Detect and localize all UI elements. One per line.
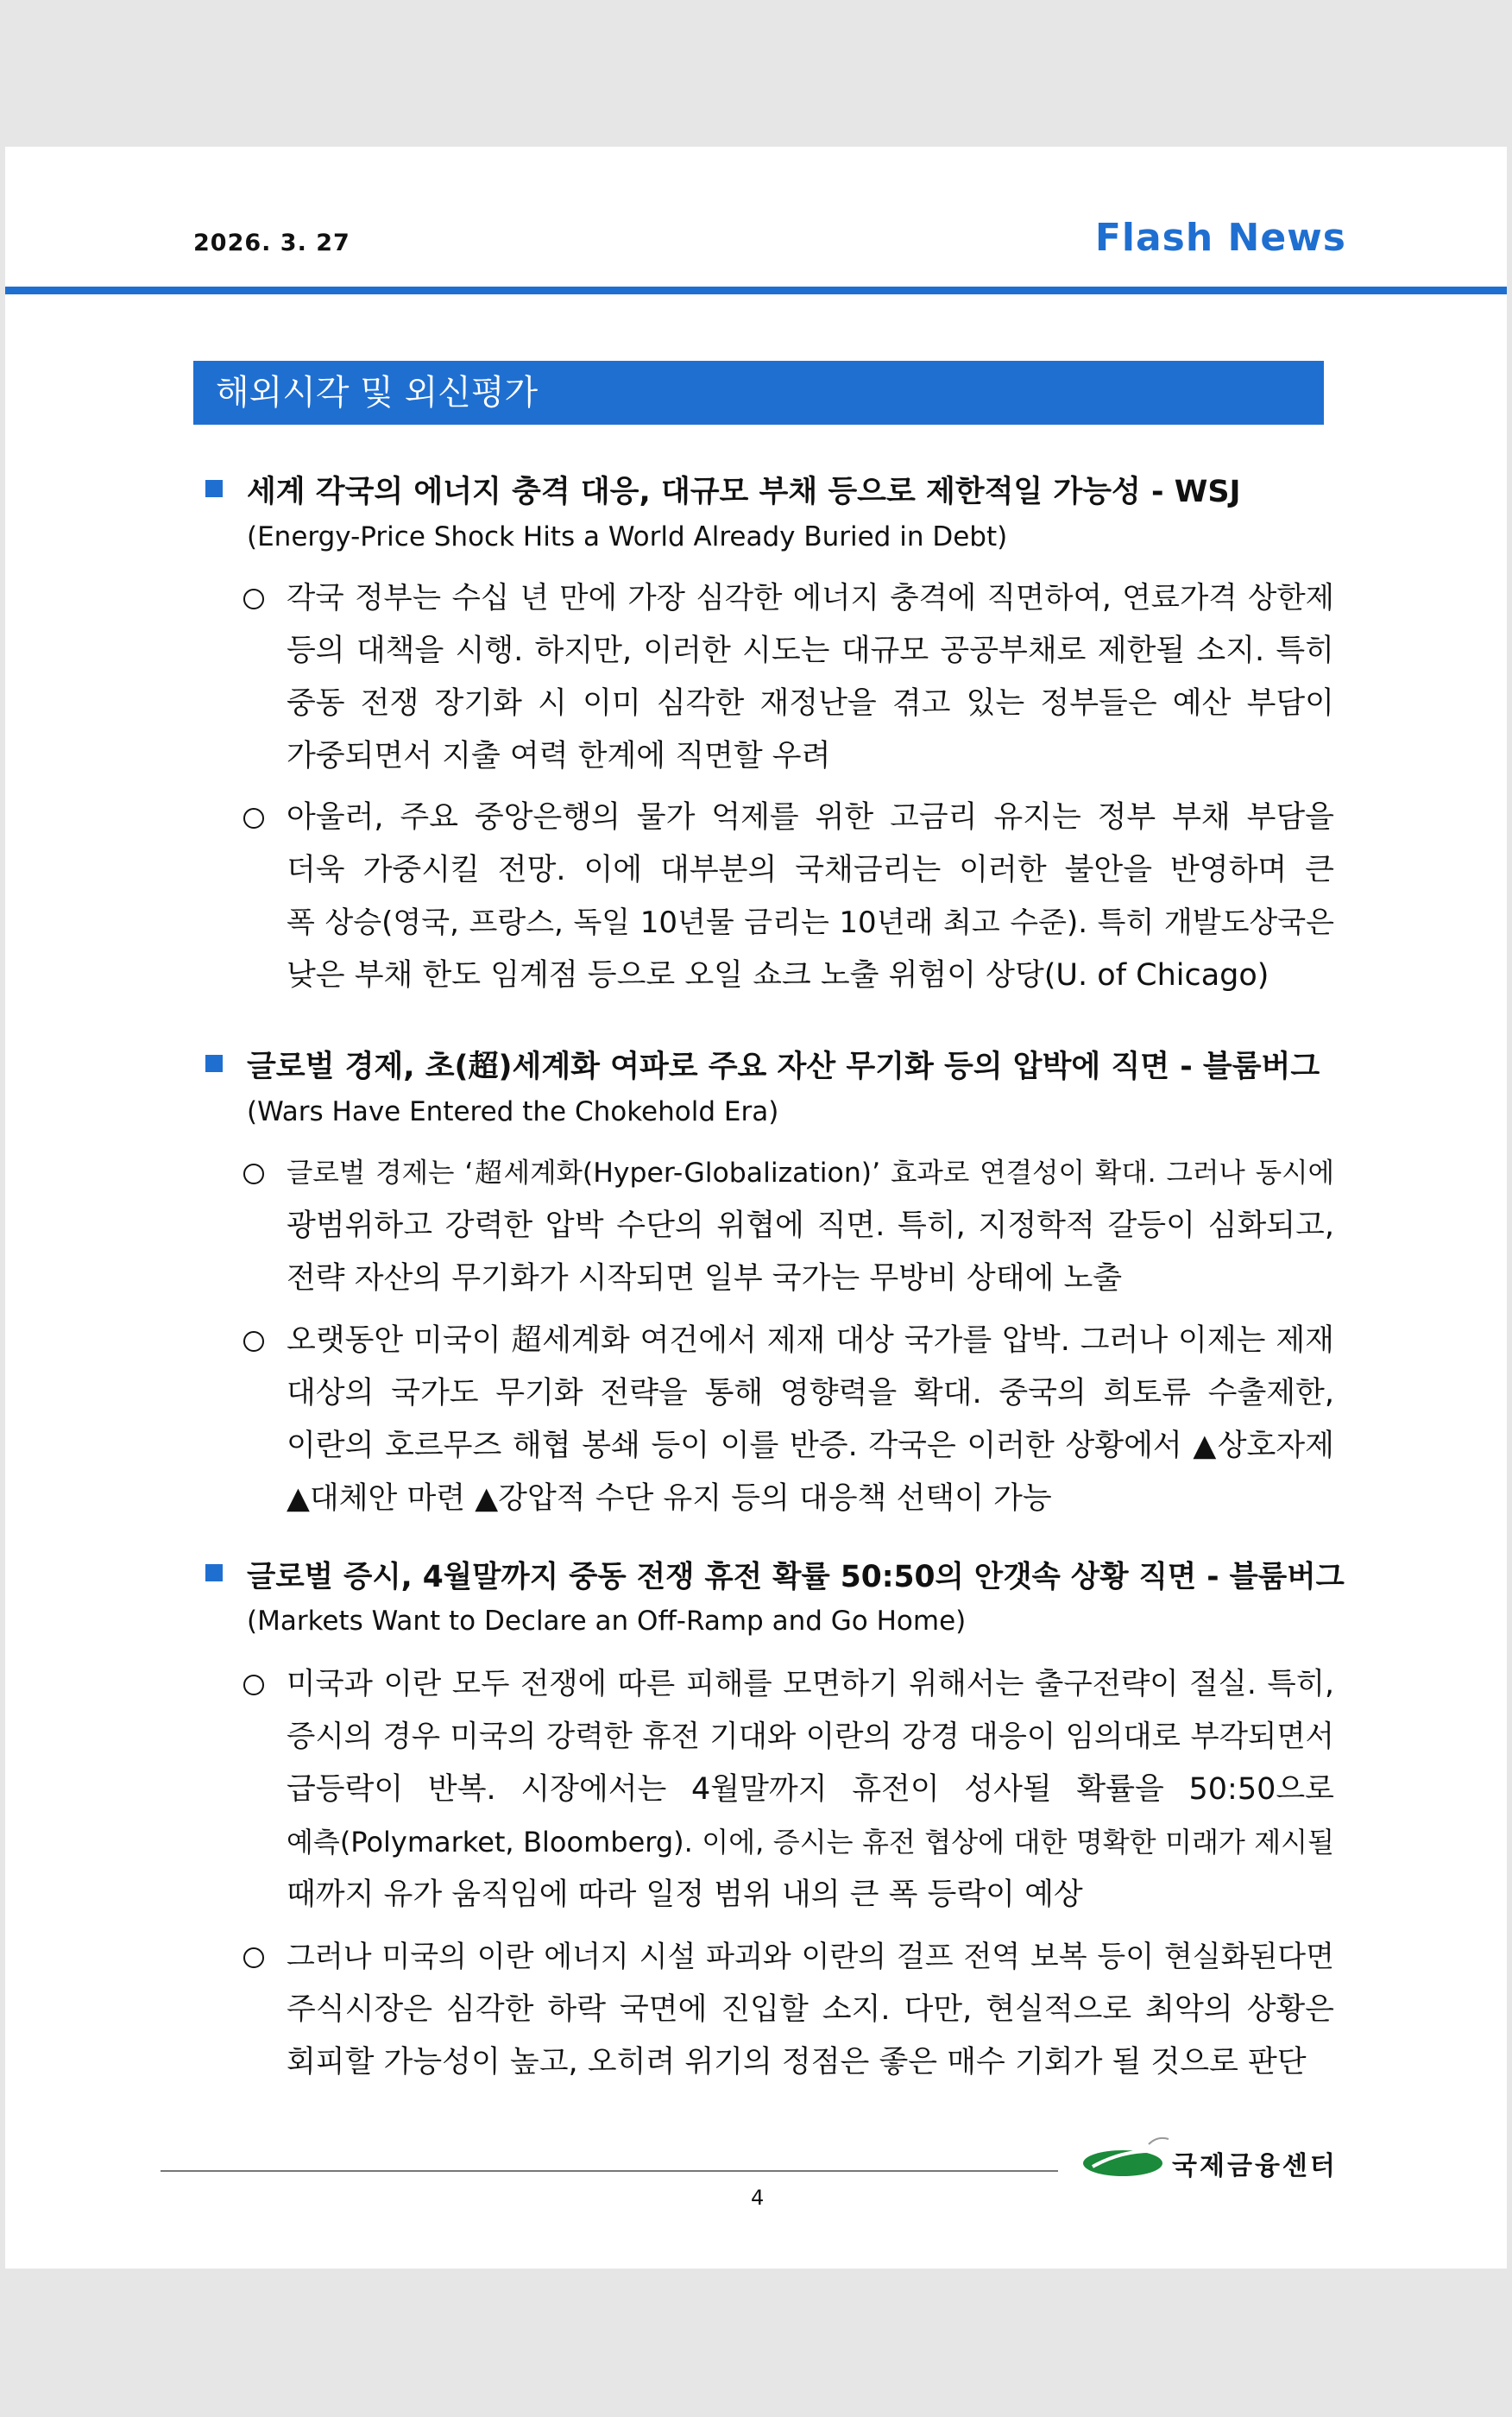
paragraph-line: 대상의 국가도 무기화 전략을 통해 영향력을 확대. 중국의 희토류 수출제한,: [287, 1376, 1334, 1410]
paragraph-line: 회피할 가능성이 높고, 오히려 위기의 정점은 좋은 매수 기회가 될 것으로 판단: [287, 2045, 1307, 2079]
topic-source-title: (Wars Have Entered the Chokehold Era): [247, 1096, 779, 1127]
circle-bullet-icon: [243, 1164, 264, 1184]
square-bullet-icon: [205, 480, 223, 497]
circle-bullet-icon: [243, 808, 264, 829]
paragraph-line: 전략 자산의 무기화가 시작되면 일부 국가는 무방비 상태에 노출: [287, 1261, 1123, 1296]
circle-bullet-icon: [243, 1947, 264, 1968]
paragraph-line: 글로벌 경제는 ‘超세계화(Hyper-Globalization)’ 효과로 연결성이 확대. 그러나 동시에: [287, 1158, 1334, 1189]
paragraph-line: 낮은 부채 한도 임계점 등으로 오일 쇼크 노출 위험이 상당(U. of Chicago): [287, 958, 1269, 993]
topic-title: 글로벌 증시, 4월말까지 중동 전쟁 휴전 확률 50:50의 안갯속 상황 직면 - 블룸버그: [247, 1560, 1345, 1594]
paragraph-line: 그러나 미국의 이란 에너지 시설 파괴와 이란의 걸프 전역 보복 등이 현실화된다면: [287, 1940, 1334, 1974]
paragraph-line: 예측(Polymarket, Bloomberg). 이에, 증시는 휴전 협상에 대한 명확한 미래가 제시될: [287, 1826, 1334, 1859]
report-date: 2026. 3. 27: [193, 230, 350, 256]
paragraph-line: 중동 전쟁 장기화 시 이미 심각한 재정난을 겪고 있는 정부들은 예산 부담이: [287, 686, 1334, 721]
topic-source-title: (Markets Want to Declare an Off-Ramp and Go Home): [247, 1606, 967, 1637]
paragraph-line: 더욱 가중시킬 전망. 이에 대부분의 국채금리는 이러한 불안을 반영하며 큰: [287, 853, 1334, 887]
topic-title: 글로벌 경제, 초(超)세계화 여파로 주요 자산 무기화 등의 압박에 직면 - 블룸버그: [247, 1050, 1320, 1084]
paragraph-line: 각국 정부는 수십 년 만에 가장 심각한 에너지 충격에 직면하여, 연료가격 상한제: [287, 581, 1334, 615]
topic-title: 세계 각국의 에너지 충격 대응, 대규모 부채 등으로 제한적일 가능성 - WSJ: [247, 475, 1241, 509]
paragraph-line: 이란의 호르무즈 해협 봉쇄 등이 이를 반증. 각국은 이러한 상황에서 ▲상호자제: [287, 1429, 1334, 1463]
topic-source-title: (Energy-Price Shock Hits a World Already Buried in Debt): [247, 521, 1008, 552]
circle-bullet-icon: [243, 589, 264, 609]
document-page: [5, 147, 1507, 2269]
square-bullet-icon: [205, 1055, 223, 1072]
paragraph-line: 가중되면서 지출 여력 한계에 직면할 우려: [287, 739, 831, 773]
circle-bullet-icon: [243, 1675, 264, 1695]
circle-bullet-icon: [243, 1331, 264, 1352]
paragraph-line: 아울러, 주요 중앙은행의 물가 억제를 위한 고금리 유지는 정부 부채 부담을: [287, 800, 1334, 835]
paragraph-line: 오랫동안 미국이 超세계화 여건에서 제재 대상 국가를 압박. 그러나 이제는 제재: [287, 1323, 1334, 1358]
header-divider: [5, 287, 1507, 294]
paragraph-line: 광범위하고 강력한 압박 수단의 위협에 직면. 특히, 지정학적 갈등이 심화되고,: [287, 1208, 1334, 1243]
paragraph-line: 등의 대책을 시행. 하지만, 이러한 시도는 대규모 공공부채로 제한될 소지. 특히: [287, 634, 1334, 668]
paragraph-line: 주식시장은 심각한 하락 국면에 진입할 소지. 다만, 현실적으로 최악의 상황은: [287, 1992, 1334, 2027]
paragraph-line: 미국과 이란 모두 전쟁에 따른 피해를 모면하기 위해서는 출구전략이 절실. 특히,: [287, 1667, 1334, 1701]
paragraph-line: 때까지 유가 움직임에 따라 일정 범위 내의 큰 폭 등락이 예상: [287, 1877, 1083, 1912]
brand-title: Flash News: [1094, 216, 1346, 260]
paragraph-line: 증시의 경우 미국의 강력한 휴전 기대와 이란의 강경 대응이 임의대로 부각되면서: [287, 1720, 1334, 1754]
paragraph-line: ▲대체안 마련 ▲강압적 수단 유지 등의 대응책 선택이 가능: [287, 1481, 1052, 1516]
org-name: 국제금융센터: [1172, 2151, 1338, 2181]
footer-divider: [161, 2170, 1058, 2172]
square-bullet-icon: [205, 1564, 223, 1581]
paragraph-line: 폭 상승(영국, 프랑스, 독일 10년물 금리는 10년래 최고 수준). 특히 개발도상국은: [287, 906, 1334, 940]
paragraph-line: 급등락이 반복. 시장에서는 4월말까지 휴전이 성사될 확률을 50:50으로: [287, 1772, 1334, 1807]
page-number: 4: [751, 2186, 765, 2210]
section-banner: 해외시각 및 외신평가: [193, 361, 1324, 425]
